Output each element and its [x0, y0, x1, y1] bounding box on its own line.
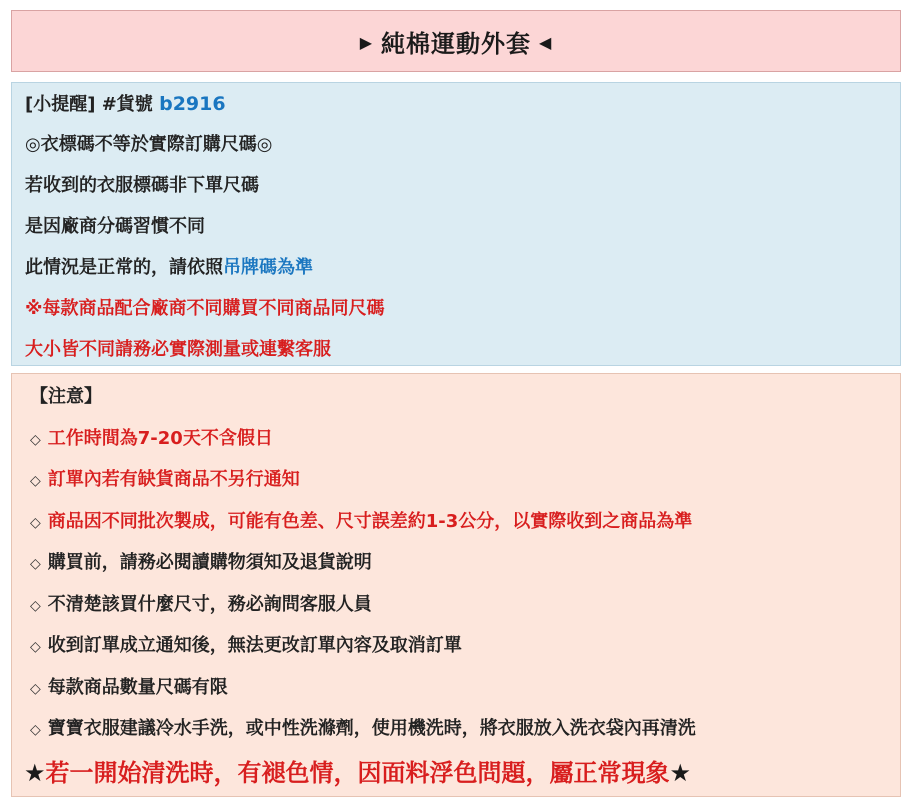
attention-item: ◇ 每款商品數量尺碼有限 — [30, 676, 228, 698]
star-icon: ★ — [669, 758, 692, 787]
notice-red-line: ※每款商品配合廠商不同購買不同商品同尺碼 — [25, 298, 385, 319]
notice-tag: [小提醒] #貨號 — [25, 94, 153, 115]
diamond-bullet-icon: ◇ — [30, 431, 41, 448]
attention-item: ◇ 購買前，請務必閱讀購物須知及退貨說明 — [30, 552, 372, 573]
diamond-bullet-icon: ◇ — [30, 514, 41, 531]
size-notice-panel — [11, 82, 901, 366]
notice-line-tag-size: 此情況是正常的，請依照吊牌碼為準 — [25, 257, 313, 278]
notice-red-line: 大小皆不同請務必實際測量或連繫客服 — [25, 339, 331, 360]
sku-code: b2916 — [159, 93, 226, 115]
triangle-right-icon: ▶ — [359, 32, 373, 52]
product-title: 純棉運動外套 — [381, 29, 531, 58]
attention-item: ◇ 商品因不同批次製成，可能有色差、尺寸誤差約1-3公分，以實際收到之商品為準 — [30, 510, 693, 532]
notice-line: 是因廠商分碼習慣不同 — [25, 216, 205, 237]
diamond-bullet-icon: ◇ — [30, 473, 41, 489]
attention-header: 【注意】 — [30, 386, 102, 407]
diamond-bullet-icon: ◇ — [30, 722, 41, 738]
product-title-banner — [11, 10, 901, 72]
attention-item: ◇ 訂單內若有缺貨商品不另行通知 — [30, 469, 300, 490]
diamond-bullet-icon: ◇ — [30, 639, 41, 655]
attention-item: ◇ 工作時間為7-20天不含假日 — [30, 427, 273, 449]
sku-line — [25, 89, 900, 130]
attention-item: ◇ 寶寶衣服建議冷水手洗，或中性洗滌劑，使用機洗時，將衣服放入洗衣袋內再清洗 — [30, 718, 696, 739]
diamond-bullet-icon: ◇ — [30, 597, 41, 614]
notice-line: 若收到的衣服標碼非下單尺碼 — [25, 175, 259, 196]
diamond-bullet-icon: ◇ — [30, 680, 41, 697]
attention-item: ◇ 不清楚該買什麼尺寸，務必詢問客服人員 — [30, 593, 372, 615]
tag-size-highlight: 吊牌碼為準 — [223, 257, 313, 278]
attention-panel — [11, 373, 901, 797]
triangle-left-icon: ◀ — [539, 32, 553, 52]
attention-item: ◇ 收到訂單成立通知後，無法更改訂單內容及取消訂單 — [30, 635, 462, 656]
notice-line: ◎衣標碼不等於實際訂購尺碼◎ — [25, 134, 273, 155]
star-icon: ★ — [24, 758, 46, 787]
wash-color-notice: ★若一開始清洗時，有褪色情，因面料浮色問題，屬正常現象★ — [24, 758, 692, 787]
diamond-bullet-icon: ◇ — [30, 556, 41, 572]
